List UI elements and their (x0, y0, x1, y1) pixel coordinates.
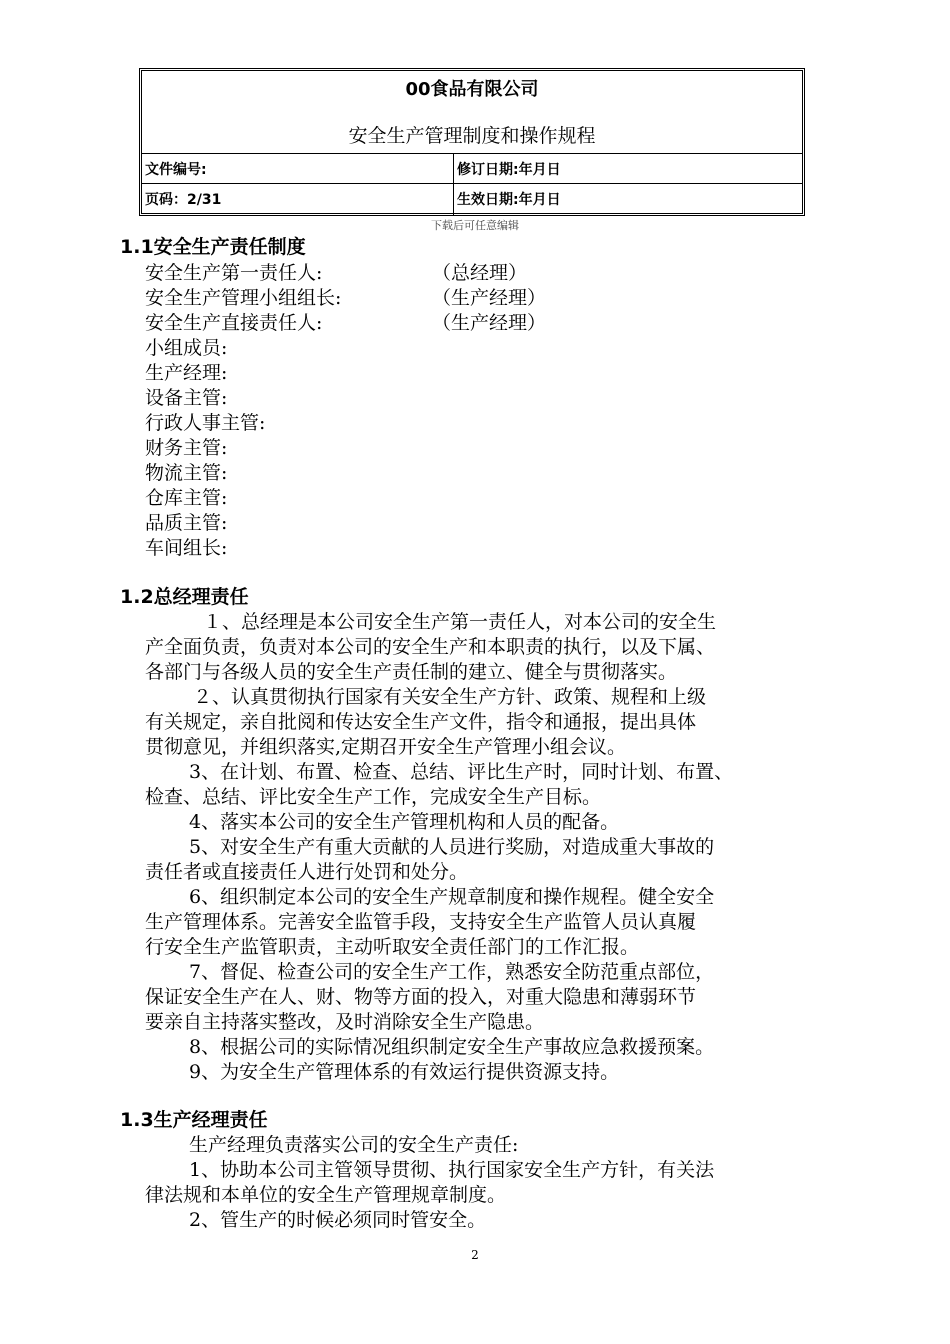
member-line: 财务主管: (145, 437, 228, 459)
paragraph-line: 6、组织制定本公司的安全生产规章制度和操作规程。健全安全 (189, 886, 715, 908)
section-heading-1-3: 1.3生产经理责任 (120, 1109, 268, 1131)
paragraph-line: 9、为安全生产管理体系的有效运行提供资源支持。 (189, 1061, 620, 1083)
role-value: （总经理） (432, 262, 528, 284)
member-line: 车间组长: (145, 537, 228, 559)
paragraph-line: 8、根据公司的实际情况组织制定安全生产事故应急救援预案。 (189, 1036, 715, 1058)
paragraph-line: 行安全生产监管职责，主动听取安全责任部门的工作汇报。 (145, 936, 640, 958)
page-number: 2 (471, 1248, 479, 1262)
paragraph-line: 5、对安全生产有重大贡献的人员进行奖励，对造成重大事故的 (189, 836, 715, 858)
paragraph-line: 检查、总结、评比安全生产工作，完成安全生产目标。 (145, 786, 602, 808)
paragraph-line: 3、在计划、布置、检查、总结、评比生产时，同时计划、布置、 (189, 761, 734, 783)
paragraph-line: 1、协助本公司主管领导贯彻、执行国家安全生产方针，有关法 (189, 1159, 715, 1181)
member-line: 物流主管: (145, 462, 228, 484)
document-title: 安全生产管理制度和操作规程 (348, 125, 596, 147)
role-value: （生产经理） (432, 312, 547, 334)
role-label: 安全生产第一责任人: (145, 262, 323, 284)
paragraph-line: 有关规定，亲自批阅和传达安全生产文件，指令和通报，提出具体 (145, 711, 697, 733)
role-label: 安全生产管理小组组长: (145, 287, 342, 309)
header-row-2 (142, 183, 802, 214)
role-label: 安全生产直接责任人: (145, 312, 323, 334)
revision-date-label: 修订日期:年月日 (457, 162, 561, 178)
paragraph-line: 律法规和本单位的安全生产管理规章制度。 (145, 1184, 507, 1206)
page-label: 页码：2/31 (145, 192, 222, 208)
effective-date-label: 生效日期:年月日 (457, 192, 561, 208)
section-heading-1-2: 1.2总经理责任 (120, 586, 249, 608)
header-row-1 (142, 153, 802, 184)
member-line: 行政人事主管: (145, 412, 266, 434)
paragraph-line: 贯彻意见，并组织落实,定期召开安全生产管理小组会议。 (145, 736, 627, 758)
paragraph-line: 保证安全生产在人、财、物等方面的投入，对重大隐患和薄弱环节 (145, 986, 697, 1008)
watermark-text: 下载后可任意编辑 (431, 219, 519, 232)
paragraph-line: 4、落实本公司的安全生产管理机构和人员的配备。 (189, 811, 620, 833)
member-line: 设备主管: (145, 387, 228, 409)
member-line: 小组成员: (145, 337, 228, 359)
paragraph-line: 产全面负责，负责对本公司的安全生产和本职责的执行，以及下属、 (145, 636, 716, 658)
member-line: 仓库主管: (145, 487, 228, 509)
paragraph-line: 生产管理体系。完善安全监管手段，支持安全生产监管人员认真履 (145, 911, 697, 933)
role-value: （生产经理） (432, 287, 547, 309)
company-name: 00食品有限公司 (405, 79, 539, 100)
paragraph-line: 责任者或直接责任人进行处罚和处分。 (145, 861, 469, 883)
paragraph-line: 7、督促、检查公司的安全生产工作，熟悉安全防范重点部位， (189, 961, 715, 983)
file-number-label: 文件编号: (145, 162, 207, 178)
paragraph-line: 生产经理负责落实公司的安全生产责任: (189, 1134, 519, 1156)
paragraph-line: 各部门与各级人员的安全生产责任制的建立、健全与贯彻落实。 (145, 661, 678, 683)
member-line: 生产经理: (145, 362, 228, 384)
paragraph-line: １、总经理是本公司安全生产第一责任人，对本公司的安全生 (203, 611, 717, 633)
paragraph-line: 2、管生产的时候必须同时管安全。 (189, 1209, 487, 1231)
paragraph-line: ２、认真贯彻执行国家有关安全生产方针、政策、规程和上级 (193, 686, 707, 708)
paragraph-line: 要亲自主持落实整改，及时消除安全生产隐患。 (145, 1011, 545, 1033)
document-header-table (139, 68, 805, 216)
section-heading-1-1: 1.1安全生产责任制度 (120, 236, 306, 258)
member-line: 品质主管: (145, 512, 228, 534)
